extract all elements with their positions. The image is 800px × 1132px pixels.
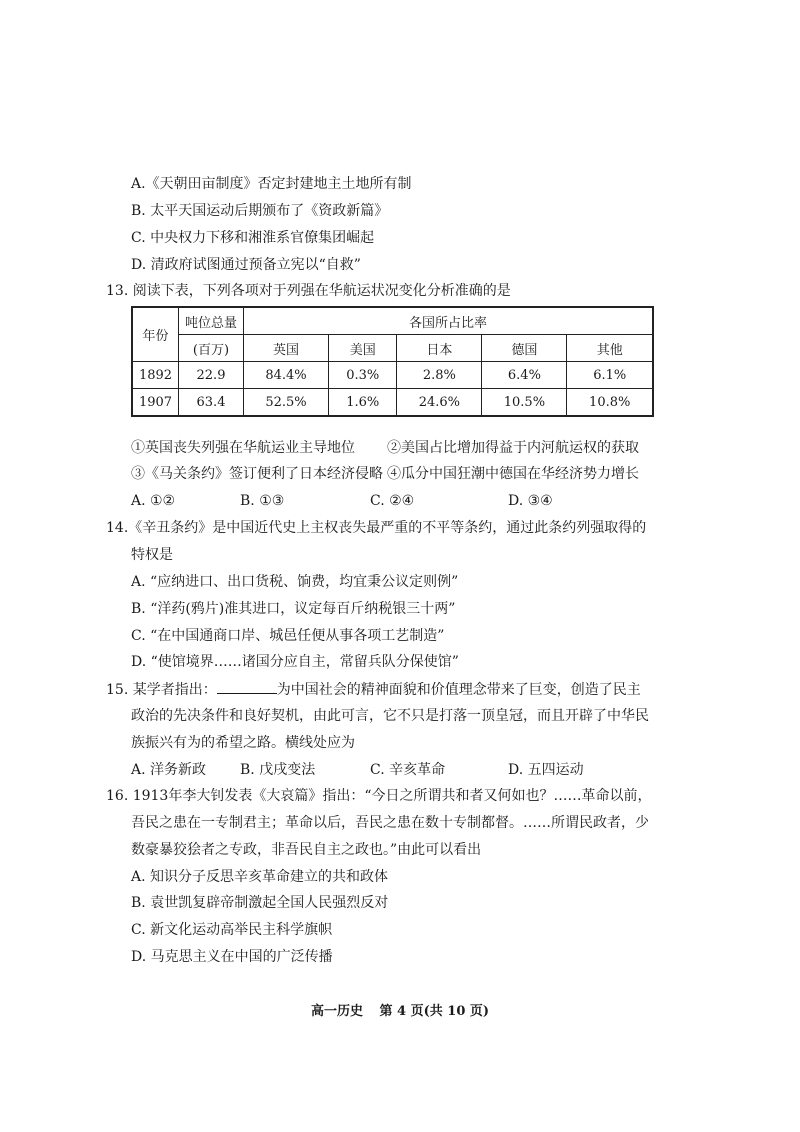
header-country: 英国 — [244, 335, 329, 362]
q14-option-c: C. “在中国通商口岸、城邑任便从事各项工艺制造” — [131, 628, 445, 644]
cell-share: 84.4% — [244, 362, 329, 389]
q15-stem-line-3: 族振兴有为的希望之路。横线处应为 — [131, 735, 355, 751]
q13-item-3: ③《马关条约》签订便利了日本经济侵略 — [131, 466, 383, 482]
q15-option-a: A. 洋务新政 — [131, 762, 207, 778]
q13-option-b: B. ①③ — [240, 493, 285, 509]
q16-stem-line-1: 16. 1913年李大钊发表《大哀篇》指出：“今日之所谓共和者又何如也？……革命以前， — [106, 788, 652, 804]
cell-year: 1907 — [132, 389, 179, 417]
table-row — [132, 389, 653, 417]
cell-share: 2.8% — [397, 362, 482, 389]
q15-option-b: B. 戊戌变法 — [240, 762, 316, 778]
q16-option-b: B. 袁世凯复辟帝制激起全国人民强烈反对 — [131, 895, 389, 911]
q15-stem-prefix: 15. 某学者指出： — [106, 682, 217, 698]
cell-share: 0.3% — [329, 362, 397, 389]
q13-option-c: C. ②④ — [370, 493, 415, 509]
q15-stem-suffix: 为中国社会的精神面貌和价值理念带来了巨变，创造了民主 — [276, 682, 641, 698]
answer-blank — [217, 679, 277, 694]
footer-page-number: 第 4 页(共 10 页) — [379, 1004, 490, 1019]
cell-tonnage: 22.9 — [179, 362, 244, 389]
q13-stem: 13. 阅读下表，下列各项对于列强在华航运状况变化分析准确的是 — [106, 283, 511, 299]
q16-stem-line-2: 吾民之患在一专制君主；革命以后，吾民之患在数十专制都督。……所谓民政者，少 — [131, 815, 649, 831]
cell-share: 52.5% — [244, 389, 329, 417]
cell-share: 10.5% — [482, 389, 567, 417]
header-country: 美国 — [329, 335, 397, 362]
q16-option-a: A. 知识分子反思辛亥革命建立的共和政体 — [131, 869, 389, 885]
q16-stem-line-3: 数豪暴狡狯者之专政，非吾民自主之政也。”由此可以看出 — [131, 842, 482, 858]
q13-table — [131, 306, 654, 417]
header-country: 德国 — [482, 335, 567, 362]
q14-stem-line-2: 特权是 — [131, 547, 173, 563]
q14-option-d: D. “使馆境界……诸国分应自主，常留兵队分保使馆” — [131, 654, 459, 670]
header-share: 各国所占比率 — [244, 307, 654, 335]
header-year: 年份 — [132, 307, 179, 362]
q14-stem-line-1: 14.《辛丑条约》是中国近代史上主权丧失最严重的不平等条约，通过此条约列强取得的 — [106, 520, 647, 536]
q13-item-1: ①英国丧失列强在华航运业主导地位 — [131, 440, 355, 456]
q15-stem-line-1 — [106, 679, 641, 700]
cell-share: 1.6% — [329, 389, 397, 417]
cell-share: 10.8% — [567, 389, 653, 417]
header-tonnage: 吨位总量 — [179, 307, 244, 335]
cell-tonnage: 63.4 — [179, 389, 244, 417]
cell-share: 24.6% — [397, 389, 482, 417]
cell-share: 6.1% — [567, 362, 653, 389]
q12-option-a: A.《天朝田亩制度》否定封建地主土地所有制 — [131, 176, 412, 192]
cell-year: 1892 — [132, 362, 179, 389]
q13-option-a: A. ①② — [131, 493, 176, 509]
q13-item-4: ④瓜分中国狂潮中德国在华经济势力增长 — [387, 466, 639, 482]
q13-option-d: D. ③④ — [508, 493, 553, 509]
footer-subject: 高一历史 — [310, 1004, 363, 1019]
q15-option-c: C. 辛亥革命 — [370, 762, 446, 778]
q13-item-2: ②美国占比增加得益于内河航运权的获取 — [387, 440, 639, 456]
q16-option-c: C. 新文化运动高举民主科学旗帜 — [131, 922, 333, 938]
q14-option-a: A. “应纳进口、出口货税、饷费，均宜秉公议定则例” — [131, 574, 459, 590]
q15-stem-line-2: 政治的先决条件和良好契机，由此可言，它不只是打落一顶皇冠，而且开辟了中华民 — [131, 708, 649, 724]
header-country: 日本 — [397, 335, 482, 362]
q14-option-b: B. “洋药(鸦片)准其进口，议定每百斤纳税银三十两” — [131, 601, 456, 617]
q12-option-d: D. 清政府试图通过预备立宪以“自救” — [131, 257, 361, 273]
header-tonnage-unit: (百万) — [179, 335, 244, 362]
q12-option-b: B. 太平天国运动后期颁布了《资政新篇》 — [131, 203, 389, 219]
cell-share: 6.4% — [482, 362, 567, 389]
header-country: 其他 — [567, 335, 653, 362]
page-footer — [0, 1000, 800, 1019]
q15-option-d: D. 五四运动 — [508, 762, 584, 778]
table-row — [132, 362, 653, 389]
q16-option-d: D. 马克思主义在中国的广泛传播 — [131, 949, 333, 965]
q12-option-c: C. 中央权力下移和湘淮系官僚集团崛起 — [131, 230, 375, 246]
